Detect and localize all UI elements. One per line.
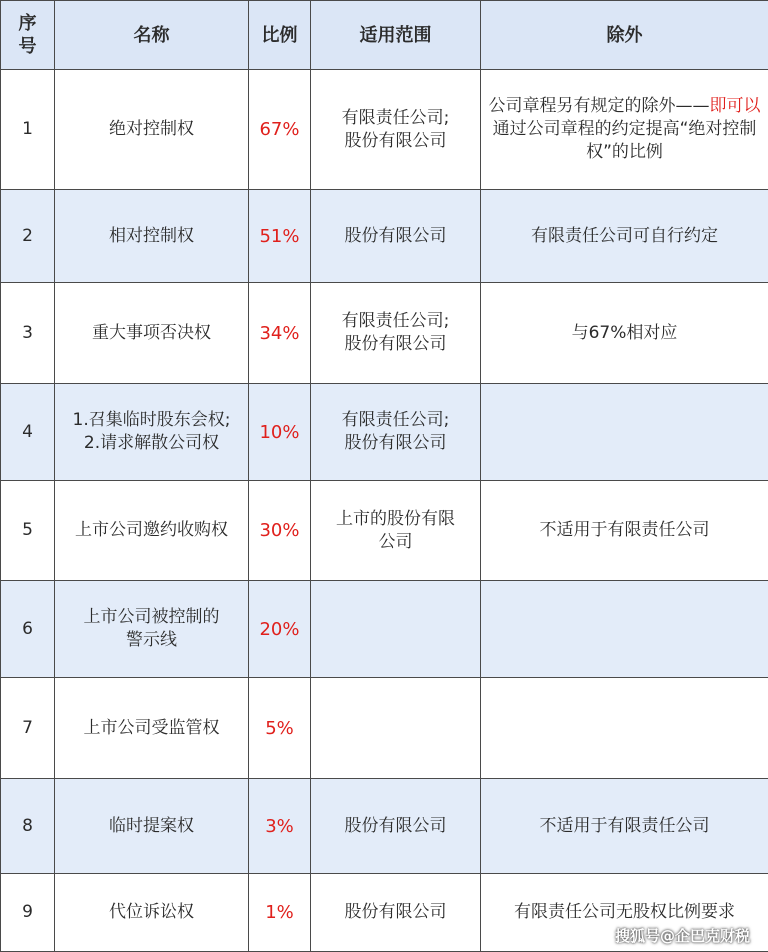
row-name: 相对控制权 [55,190,249,283]
row-scope: 股份有限公司 [311,779,481,874]
except-text: 公司章程另有规定的除外—— [489,96,710,116]
table-row [1,190,768,283]
row-name: 临时提案权 [55,779,249,874]
row-except: 有限责任公司可自行约定 [481,190,768,283]
row-ratio: 51% [249,190,311,283]
except-highlight: 即可以 [710,96,761,116]
row-no: 2 [1,190,55,283]
row-name: 上市公司邀约收购权 [55,481,249,581]
row-scope [311,581,481,678]
row-ratio: 20% [249,581,311,678]
row-except: 与67%相对应 [481,283,768,384]
row-except: 不适用于有限责任公司 [481,481,768,581]
row-name: 重大事项否决权 [55,283,249,384]
row-scope: 有限责任公司; 股份有限公司 [311,384,481,481]
header-ratio: 比例 [249,1,311,70]
row-ratio: 67% [249,70,311,190]
row-name: 绝对控制权 [55,70,249,190]
row-name: 代位诉讼权 [55,874,249,952]
row-except: 有限责任公司无股权比例要求 [481,874,768,952]
row-except [481,70,768,190]
row-except [481,581,768,678]
row-ratio: 10% [249,384,311,481]
row-scope: 有限责任公司; 股份有限公司 [311,70,481,190]
table-row [1,779,768,874]
row-scope [311,678,481,779]
header-scope: 适用范围 [311,1,481,70]
row-except: 不适用于有限责任公司 [481,779,768,874]
except-text: 通过公司章程的约定提高“绝对控制权”的比例 [493,119,757,162]
watermark: 搜狐号@企巴克财税 [615,925,750,946]
row-no: 5 [1,481,55,581]
row-no: 8 [1,779,55,874]
row-no: 4 [1,384,55,481]
row-except [481,678,768,779]
row-name: 上市公司被控制的 警示线 [55,581,249,678]
table-row [1,283,768,384]
row-scope: 上市的股份有限 公司 [311,481,481,581]
table-row [1,678,768,779]
row-ratio: 34% [249,283,311,384]
row-no: 1 [1,70,55,190]
row-no: 9 [1,874,55,952]
row-ratio: 30% [249,481,311,581]
row-ratio: 5% [249,678,311,779]
row-no: 3 [1,283,55,384]
row-scope: 股份有限公司 [311,874,481,952]
table-row [1,384,768,481]
header-row [1,1,768,70]
header-except: 除外 [481,1,768,70]
row-scope: 股份有限公司 [311,190,481,283]
row-no: 7 [1,678,55,779]
header-name: 名称 [55,1,249,70]
row-no: 6 [1,581,55,678]
row-scope: 有限责任公司; 股份有限公司 [311,283,481,384]
table-row [1,481,768,581]
row-ratio: 3% [249,779,311,874]
row-name: 1.召集临时股东会权; 2.请求解散公司权 [55,384,249,481]
header-no: 序 号 [1,1,55,70]
row-except [481,384,768,481]
row-ratio: 1% [249,874,311,952]
table-row [1,70,768,190]
table-row [1,581,768,678]
row-name: 上市公司受监管权 [55,678,249,779]
